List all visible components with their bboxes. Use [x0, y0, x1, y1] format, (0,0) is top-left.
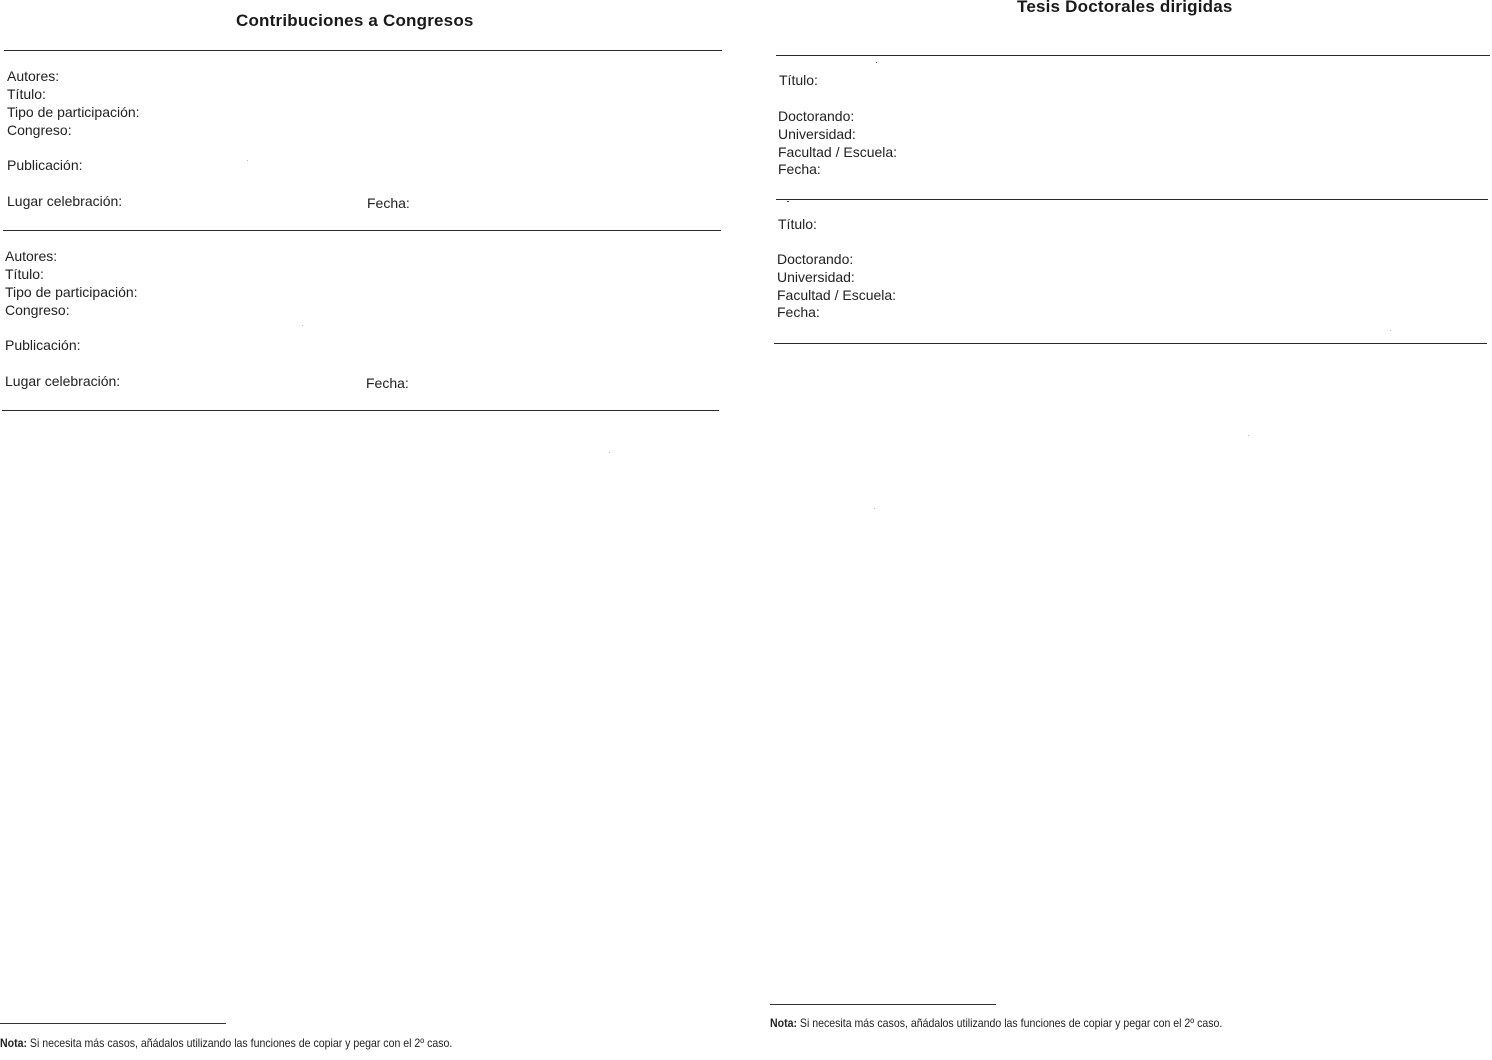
footnote [0, 1036, 452, 1050]
divider [4, 50, 722, 51]
scan-speck [1248, 435, 1249, 436]
scan-speck [247, 160, 248, 161]
section-title-tesis: Tesis Doctorales dirigidas [1017, 0, 1233, 16]
scan-speck [302, 325, 303, 326]
titulo-label: Título: [779, 72, 818, 88]
footnote-rule [770, 1004, 996, 1005]
note-label: Nota: [0, 1036, 27, 1050]
lugar-celebracion-label: Lugar celebración: [5, 373, 121, 389]
titulo-label: Título: [778, 216, 817, 232]
titulo-label: Título: [5, 266, 44, 282]
footnote-rule [0, 1023, 226, 1024]
divider [776, 55, 1490, 56]
scan-speck [787, 201, 789, 202]
publicacion-label: Publicación: [5, 337, 81, 353]
lugar-celebracion-label: Lugar celebración: [7, 193, 123, 209]
congreso-label: Congreso: [5, 302, 70, 318]
fecha-label: Fecha: [778, 161, 821, 177]
scan-speck [609, 452, 610, 453]
doctorando-label: Doctorando: [778, 108, 855, 124]
publicacion-label: Publicación: [7, 157, 83, 173]
scan-speck [874, 508, 875, 509]
divider [2, 410, 719, 411]
fecha-label: Fecha: [366, 375, 409, 391]
divider [3, 230, 721, 231]
congreso-label: Congreso: [7, 122, 72, 138]
section-title-congresos: Contribuciones a Congresos [236, 11, 474, 30]
tipo-participacion-label: Tipo de participación: [5, 284, 138, 300]
note-label: Nota: [770, 1016, 797, 1030]
titulo-label: Título: [7, 86, 46, 102]
fecha-label: Fecha: [367, 195, 410, 211]
note-text: Si necesita más casos, añádalos utilizando las funciones de copiar y pegar con el 2º caso. [26, 1036, 453, 1050]
scan-speck [1390, 330, 1391, 331]
divider [776, 199, 1488, 200]
fecha-label: Fecha: [777, 304, 820, 320]
tipo-participacion-label: Tipo de participación: [7, 104, 140, 120]
universidad-label: Universidad: [778, 126, 856, 142]
footnote [770, 1016, 1222, 1030]
universidad-label: Universidad: [777, 269, 855, 285]
autores-label: Autores: [5, 248, 58, 264]
facultad-escuela-label: Facultad / Escuela: [777, 287, 897, 303]
note-text: Si necesita más casos, añádalos utilizando las funciones de copiar y pegar con el 2º caso. [796, 1016, 1223, 1030]
scan-speck [876, 62, 877, 63]
doctorando-label: Doctorando: [777, 251, 854, 267]
divider [774, 343, 1487, 344]
facultad-escuela-label: Facultad / Escuela: [778, 144, 898, 160]
autores-label: Autores: [7, 68, 60, 84]
